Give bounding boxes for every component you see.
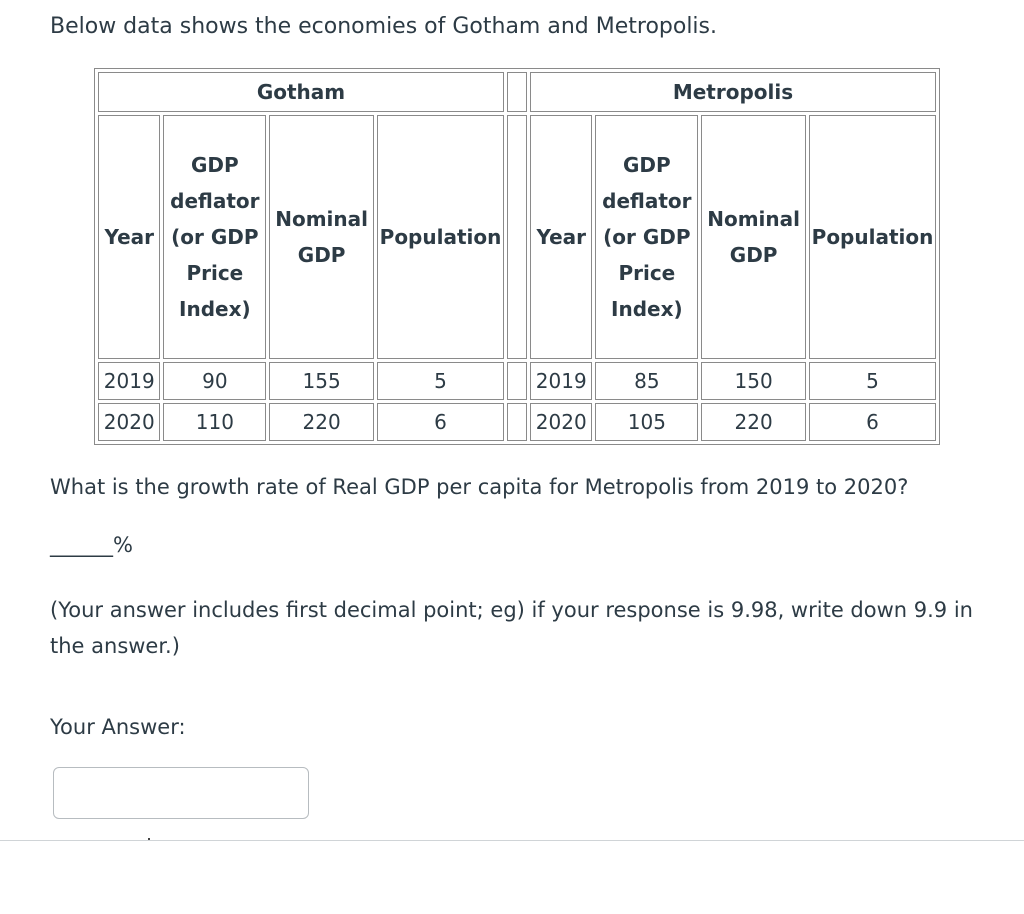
metropolis-year-header: Year: [530, 115, 592, 359]
gotham-year-cell: 2020: [98, 403, 160, 441]
cursor-mark: [148, 838, 150, 840]
spacer-cell: [507, 115, 527, 359]
gotham-nominal-cell: 155: [269, 362, 374, 400]
deflator-line: GDP: [623, 153, 671, 177]
deflator-line: GDP: [191, 153, 239, 177]
deflator-line: (or GDP: [603, 225, 691, 249]
answer-blank: ______%: [50, 533, 133, 557]
economy-table: [94, 68, 940, 445]
column-header-row: [98, 115, 936, 359]
metropolis-deflator-header: [595, 115, 698, 359]
answer-label: Your Answer:: [50, 715, 186, 739]
spacer-cell: [507, 362, 527, 400]
metropolis-population-header: Population: [809, 115, 936, 359]
metropolis-deflator-cell: 85: [595, 362, 698, 400]
gotham-nominal-cell: 220: [269, 403, 374, 441]
gotham-header: Gotham: [98, 72, 504, 112]
deflator-line: Price: [186, 261, 244, 285]
metropolis-header: Metropolis: [530, 72, 936, 112]
metropolis-year-cell: 2020: [530, 403, 592, 441]
question-text: What is the growth rate of Real GDP per capita for Metropolis from 2019 to 2020?: [50, 475, 909, 499]
gotham-deflator-header: [163, 115, 266, 359]
deflator-line: (or GDP: [171, 225, 259, 249]
nominal-line: Nominal: [707, 207, 800, 231]
table-row: [98, 403, 936, 441]
spacer-cell: [507, 403, 527, 441]
metropolis-year-cell: 2019: [530, 362, 592, 400]
deflator-line: deflator: [170, 189, 260, 213]
nominal-line: GDP: [297, 243, 346, 267]
gotham-population-cell: 5: [377, 362, 504, 400]
nominal-line: Nominal: [275, 207, 368, 231]
answer-input[interactable]: [53, 767, 309, 819]
divider: [0, 840, 1024, 841]
gotham-deflator-cell: 90: [163, 362, 266, 400]
nominal-line: GDP: [729, 243, 778, 267]
instruction-note: (Your answer includes first decimal point; eg) if your response is 9.98, write down 9.9 in the answer.): [50, 598, 973, 658]
deflator-line: Index): [179, 297, 251, 321]
metropolis-population-cell: 5: [809, 362, 936, 400]
metropolis-population-cell: 6: [809, 403, 936, 441]
deflator-line: deflator: [602, 189, 692, 213]
gotham-year-cell: 2019: [98, 362, 160, 400]
metropolis-nominal-cell: 220: [701, 403, 806, 441]
table-row: [98, 362, 936, 400]
gotham-population-cell: 6: [377, 403, 504, 441]
intro-text: Below data shows the economies of Gotham and Metropolis.: [50, 14, 718, 39]
economy-table-wrapper: [94, 68, 940, 445]
metropolis-nominal-header: [701, 115, 806, 359]
deflator-line: Index): [611, 297, 683, 321]
gotham-year-header: Year: [98, 115, 160, 359]
metropolis-deflator-cell: 105: [595, 403, 698, 441]
gotham-nominal-header: [269, 115, 374, 359]
city-header-row: [98, 72, 936, 112]
deflator-line: Price: [618, 261, 676, 285]
metropolis-nominal-cell: 150: [701, 362, 806, 400]
gotham-population-header: Population: [377, 115, 504, 359]
gotham-deflator-cell: 110: [163, 403, 266, 441]
spacer-cell: [507, 72, 527, 112]
